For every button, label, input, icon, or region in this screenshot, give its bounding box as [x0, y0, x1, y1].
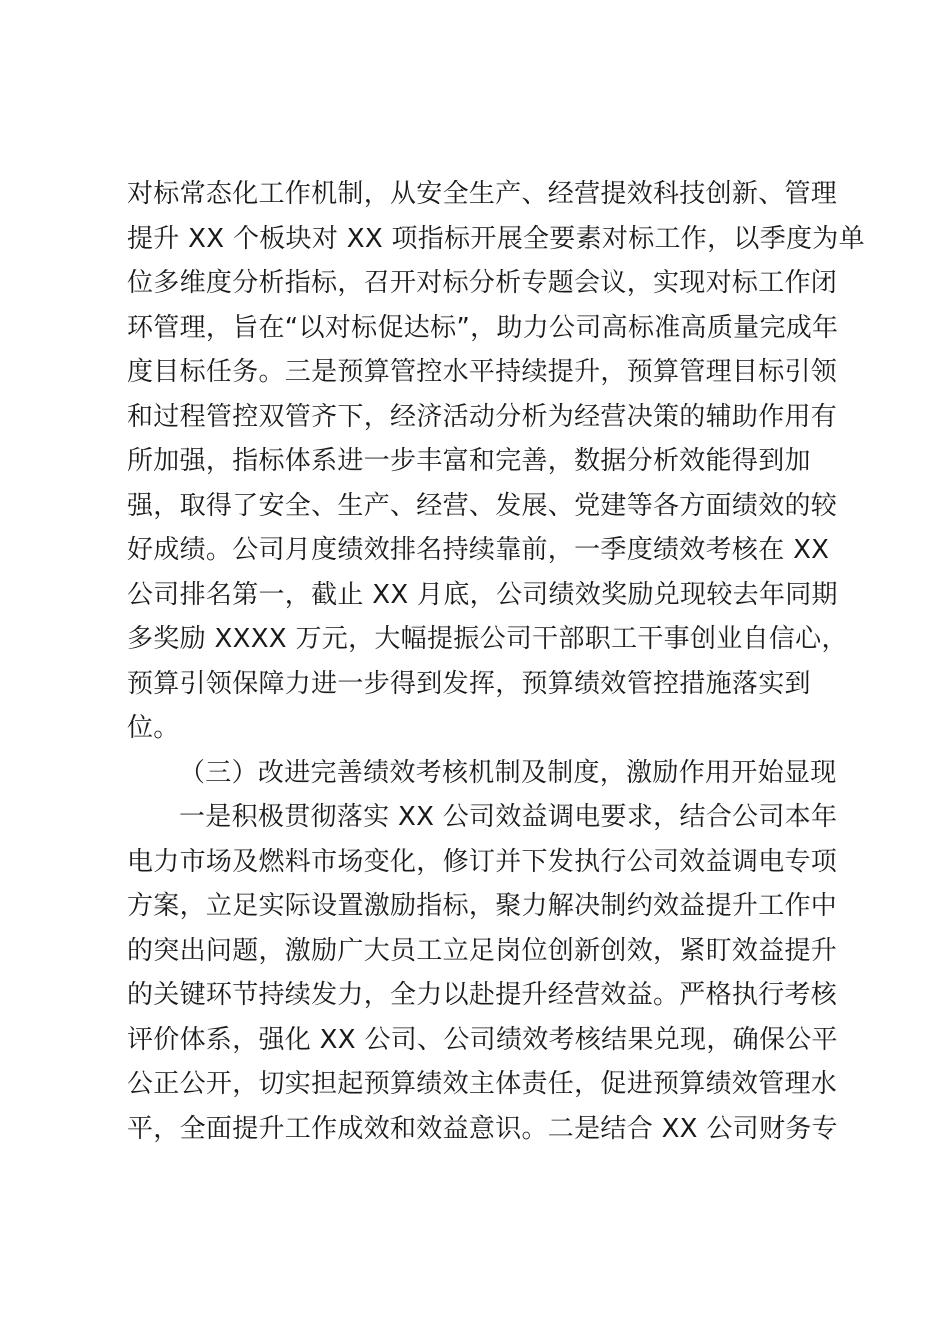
text-line: 强，取得了安全、生产、经营、发展、党建等各方面绩效的较 [127, 490, 838, 521]
body-text [127, 172, 865, 1151]
text-line: 对标常态化工作机制，从安全生产、经营提效科技创新、管理 [127, 179, 838, 209]
text-line: 和过程管控双管齐下，经济活动分析为经营决策的辅助作用有 [127, 401, 838, 432]
text-line: 评价体系，强化 XX 公司、公司绩效考核结果兑现，确保公平 [127, 1024, 838, 1055]
text-line: 平，全面提升工作成效和效益意识。二是结合 XX 公司财务专 [127, 1113, 838, 1144]
text-line: 的突出问题，激励广大员工立足岗位创新创效，紧盯效益提升 [127, 935, 838, 966]
text-line: 度目标任务。三是预算管控水平持续提升，预算管理目标引领 [127, 357, 838, 387]
text-line: 公司排名第一，截止 XX 月底，公司绩效奖励兑现较去年同期 [127, 579, 838, 610]
text-line: 位。 [127, 713, 180, 743]
paragraph-start-line: 一是积极贯彻落实 XX 公司效益调电要求，结合公司本年 [179, 802, 838, 832]
text-line: 提升 XX 个板块对 XX 项指标开展全要素对标工作，以季度为单 [127, 223, 865, 254]
text-line: 公正公开，切实担起预算绩效主体责任，促进预算绩效管理水 [127, 1069, 838, 1099]
text-line: 多奖励 XXXX 万元，大幅提振公司干部职工干事创业自信心， [127, 624, 848, 654]
text-line: 位多维度分析指标，召开对标分析专题会议，实现对标工作闭 [127, 268, 838, 298]
text-line: 预算引领保障力进一步得到发挥，预算绩效管控措施落实到 [127, 668, 811, 699]
section-heading: （三）改进完善绩效考核机制及制度，激励作用开始显现 [179, 757, 837, 788]
text-line: 电力市场及燃料市场变化，修订并下发执行公司效益调电专项 [127, 846, 838, 877]
text-line: 环管理，旨在“以对标促达标”，助力公司高标准高质量完成年 [127, 312, 839, 343]
text-line: 所加强，指标体系进一步丰富和完善，数据分析效能得到加 [127, 446, 811, 476]
text-line: 好成绩。公司月度绩效排名持续靠前，一季度绩效考核在 XX [127, 535, 830, 565]
text-line: 的关键环节持续发力，全力以赴提升经营效益。严格执行考核 [127, 980, 838, 1010]
text-line: 方案，立足实际设置激励指标，聚力解决制约效益提升工作中 [127, 891, 838, 921]
